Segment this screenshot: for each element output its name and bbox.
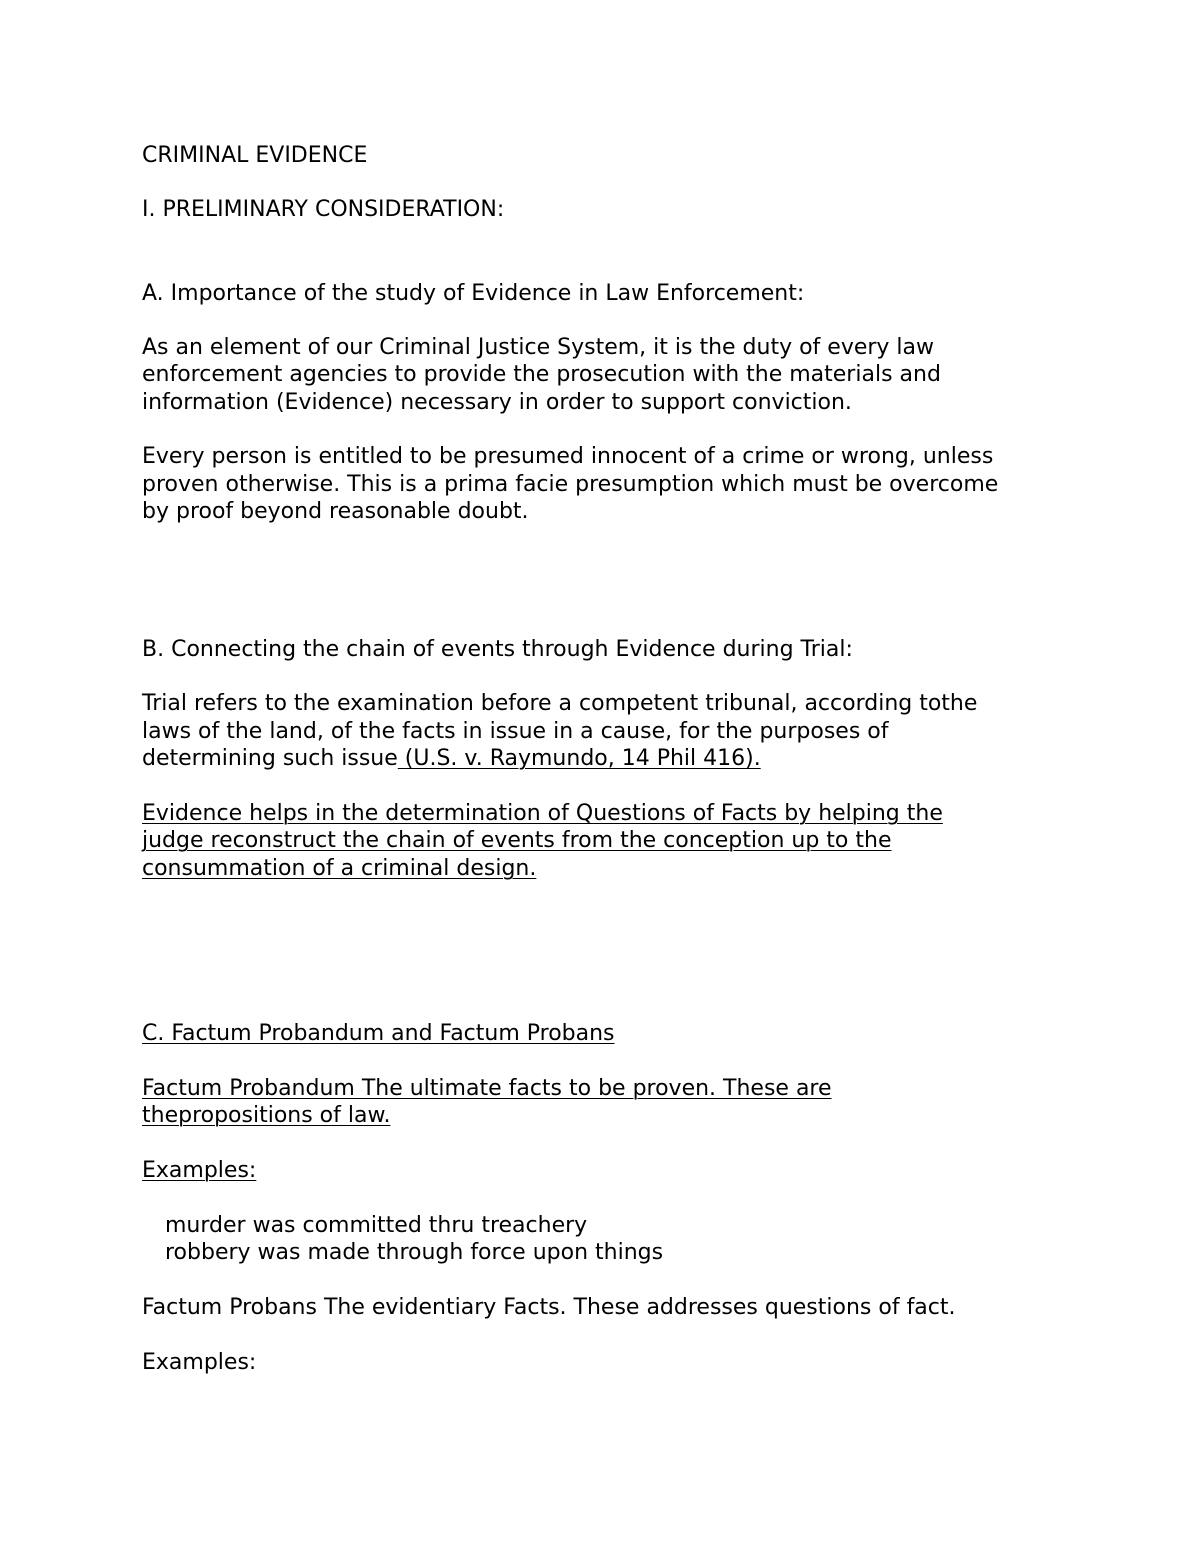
section-b-para1-line: [142, 745, 761, 773]
example-item: murder was committed thru treachery: [165, 1213, 588, 1238]
examples-label: Examples:: [142, 1158, 257, 1183]
document-title: CRIMINAL EVIDENCE: [142, 143, 368, 168]
section-b-para2-line: consummation of a criminal design.: [142, 856, 537, 881]
section-a-para1-line: enforcement agencies to provide the prosecution with the materials and: [142, 362, 941, 387]
section-b-para1-line: laws of the land, of the facts in issue in a cause, for the purposes of: [142, 719, 889, 744]
section-heading: I. PRELIMINARY CONSIDERATION:: [142, 197, 505, 222]
case-citation: (U.S. v. Raymundo, 14 Phil 416).: [397, 746, 761, 771]
section-a-para2-line: by proof beyond reasonable doubt.: [142, 499, 529, 524]
section-a-para2-line: proven otherwise. This is a prima facie presumption which must be overcome: [142, 472, 999, 497]
factum-probandum-line: thepropositions of law.: [142, 1103, 391, 1128]
examples-label: Examples:: [142, 1350, 257, 1375]
section-b-para1-line: Trial refers to the examination before a competent tribunal, according tothe: [142, 691, 978, 716]
factum-probans-line: Factum Probans The evidentiary Facts. These addresses questions of fact.: [142, 1295, 956, 1320]
section-b-para2-line: judge reconstruct the chain of events from the conception up to the: [142, 828, 892, 853]
section-b-para1-text: determining such issue: [142, 746, 398, 771]
factum-probandum-line: Factum Probandum The ultimate facts to be proven. These are: [142, 1076, 832, 1101]
section-a-heading: A. Importance of the study of Evidence in Law Enforcement:: [142, 281, 805, 306]
section-b-heading: B. Connecting the chain of events through Evidence during Trial:: [142, 637, 853, 662]
section-a-para2-line: Every person is entitled to be presumed innocent of a crime or wrong, unless: [142, 444, 994, 469]
example-item: robbery was made through force upon things: [165, 1240, 664, 1265]
section-b-para2-line: Evidence helps in the determination of Questions of Facts by helping the: [142, 801, 943, 826]
section-c-heading: C. Factum Probandum and Factum Probans: [142, 1021, 615, 1046]
section-a-para1-line: As an element of our Criminal Justice System, it is the duty of every law: [142, 335, 935, 360]
section-a-para1-line: information (Evidence) necessary in order to support conviction.: [142, 390, 852, 415]
